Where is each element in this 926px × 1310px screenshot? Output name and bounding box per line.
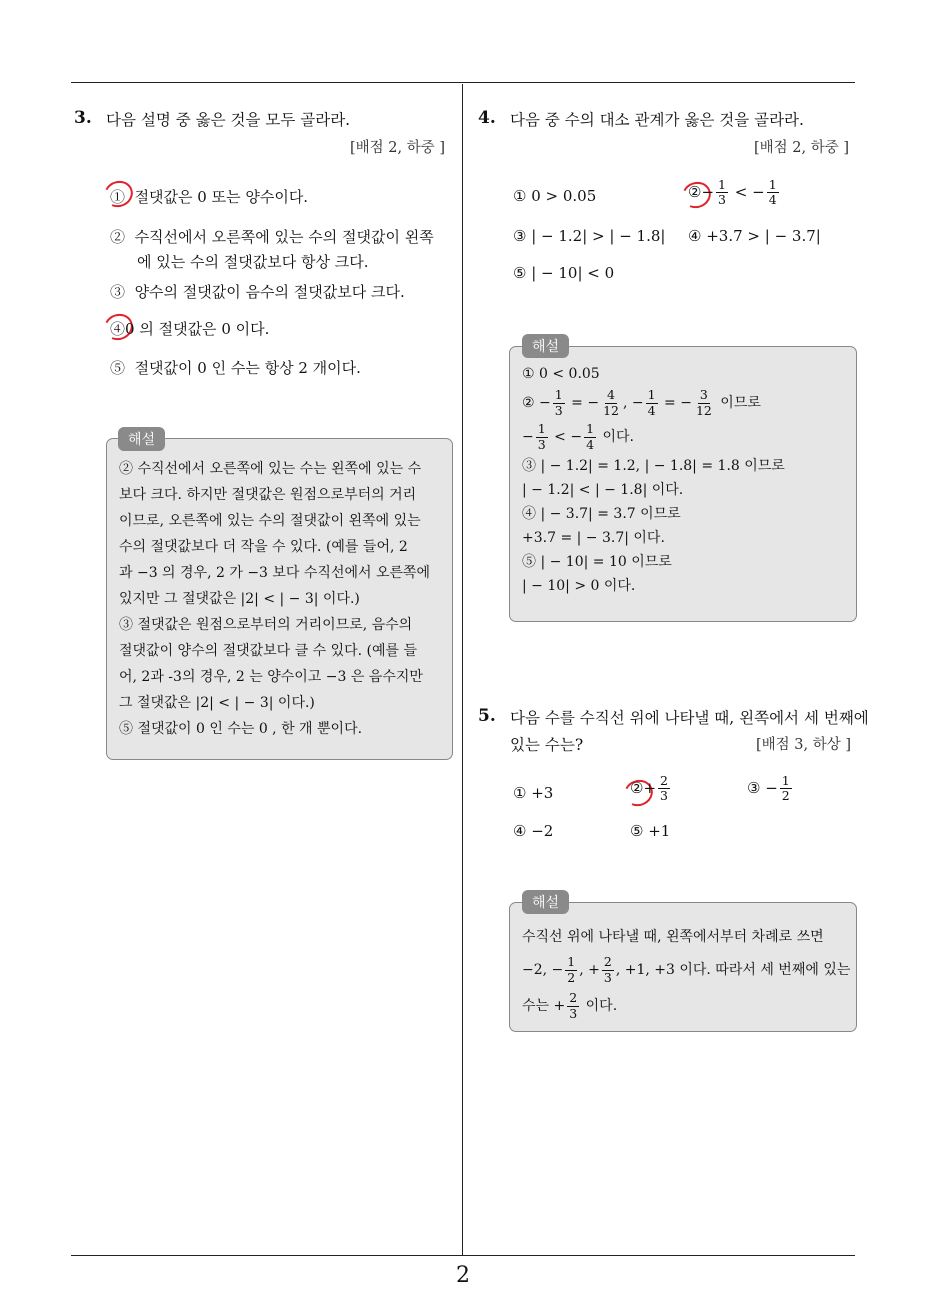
q3-score: [배점 2, 하중 ] <box>350 140 446 156</box>
q4-solution-tag: 해설 <box>522 334 569 358</box>
q4-question: 다음 중 수의 대소 관계가 옳은 것을 골라라. <box>510 111 804 129</box>
bottom-rule <box>71 1255 855 1256</box>
q3-option-2-cont: 에 있는 수의 절댓값보다 항상 크다. <box>137 253 369 271</box>
q5-option-4[interactable]: ④ −2 <box>513 822 554 840</box>
q3-option-4[interactable]: ④0 의 절댓값은 0 이다. <box>110 320 270 338</box>
top-rule <box>71 82 855 83</box>
q5-option-1[interactable]: ① +3 <box>513 784 554 802</box>
q3-solution-text: ② 수직선에서 오른쪽에 있는 수는 왼쪽에 있는 수 보다 크다. 하지만 절댓값은 원점으로부터의 거리 이므로, 오른쪽에 있는 수의 절댓값이 왼쪽에 있는 수의 절댓값보다 더 작을 수 있다. (예를 들어, 2 과 −3 의 경우, 2 가 −3 보다 수직선에서 오른쪽에 있지만 그 절댓값은 |2| < | − 3| 이다.) ③ 절댓값은 원점으로부터의 거리이므로, 음수의 절댓값이 양수의 절댓값보다 클 수 있다. (예를 들 어, 2과 -3의 경우, 2 는 양수이고 −3 은 음수지만 그 절댓값은 |2| < | − 3| 이다.) ⑤ 절댓값이 0 인 수는 0 , 한 개 뿐이다. <box>119 461 431 737</box>
q3-number: 3. <box>74 108 92 128</box>
q4-option-3[interactable]: ③ | − 1.2| > | − 1.8| <box>513 227 666 245</box>
q4-option-4[interactable]: ④ +3.7 > | − 3.7| <box>688 227 821 245</box>
q5-solution-text: 수직선 위에 나타낼 때, 왼쪽에서부터 차례로 쓰면 −2, − $\frac{1}{2}$ , + $\frac{2}{3}$ , +1, +3 이다. 따라서 세 번째에 있는 수는 + $\frac{2}{3}$ 이다. <box>522 929 851 1021</box>
q5-number: 5. <box>478 706 496 726</box>
q5-question-line2: 있는 수는? <box>510 736 584 754</box>
q3-question: 다음 설명 중 옳은 것을 모두 골라라. <box>106 111 351 129</box>
q4-option-1[interactable]: ① 0 > 0.05 <box>513 187 597 205</box>
q4-number: 4. <box>478 108 496 128</box>
column-divider <box>462 84 463 1256</box>
q5-score: [배점 3, 하상 ] <box>756 737 852 753</box>
q5-option-5[interactable]: ⑤ +1 <box>630 822 671 840</box>
q5-option-3[interactable]: ③ − $\frac{1}{2}$ <box>747 773 790 804</box>
q4-solution-text: ① 0 < 0.05 ② − $\frac{1}{3}$ = − $\frac{4}{12}$ , − $\frac{1}{4}$ = − $\frac{3}{12}$ 이므로 − $\frac{1}{3}$ < − $\frac{1}{4}$ 이다. ③ | − 1.2| = 1.2, | − 1.8| = 1.8 이므로 | − 1.2| < | − 1.8| 이다. ④ | − 3.7| = 3.7 이므로 +3.7 = | − 3.7| 이다. ⑤ | − 10| = 10 이므로 | − 10| > 0 이다. <box>522 366 785 594</box>
page-number: 2 <box>456 1263 470 1288</box>
q3-solution-tag: 해설 <box>118 427 165 451</box>
q5-option-2[interactable]: ②+ $\frac{2}{3}$ <box>630 773 668 804</box>
q5-solution-tag: 해설 <box>522 890 569 914</box>
q3-option-3[interactable]: ③ 양수의 절댓값이 음수의 절댓값보다 크다. <box>110 283 405 301</box>
q3-option-1[interactable]: ① 절댓값은 0 또는 양수이다. <box>110 188 309 206</box>
q4-option-2[interactable]: ②− $\frac{1}{3}$ < − $\frac{1}{4}$ <box>688 177 777 208</box>
q5-question-line1: 다음 수를 수직선 위에 나타낼 때, 왼쪽에서 세 번째에 <box>510 709 869 727</box>
q3-option-2[interactable]: ② 수직선에서 오른쪽에 있는 수의 절댓값이 왼쪽 <box>110 228 434 246</box>
q4-option-5[interactable]: ⑤ | − 10| < 0 <box>513 264 615 282</box>
q3-option-5[interactable]: ⑤ 절댓값이 0 인 수는 항상 2 개이다. <box>110 359 361 377</box>
q4-score: [배점 2, 하중 ] <box>754 140 850 156</box>
